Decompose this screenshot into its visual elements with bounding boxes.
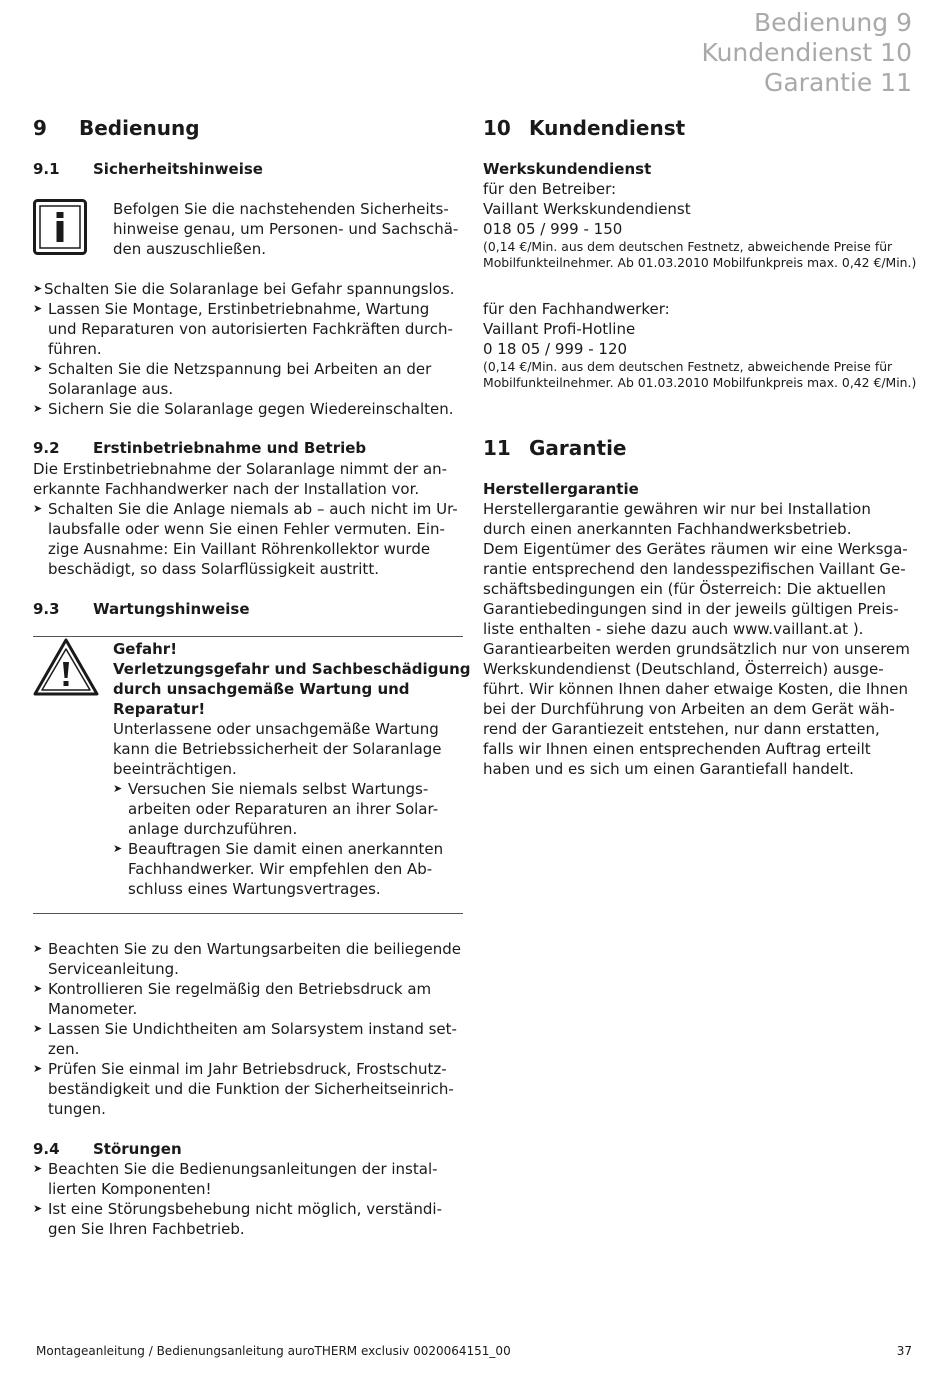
warning-triangle-icon <box>33 638 99 696</box>
bullet-text: Lassen Sie Montage, Erstinbetriebnahme, Wartung <box>48 300 430 318</box>
paragraph-line: Die Erstinbetriebnahme der Solaranlage nimmt der an- <box>33 460 448 478</box>
section-9-2-intro <box>33 459 447 499</box>
paragraph-line: Garantiearbeiten werden grundsätzlich nur von unserem <box>483 640 910 658</box>
arrow-bullet-icon: ➤ <box>33 302 43 315</box>
list-item <box>33 979 473 1019</box>
info-note <box>113 199 458 259</box>
section-number: 9.1 <box>33 160 60 178</box>
service-phone: 018 05 / 999 - 150 <box>483 220 623 238</box>
price-note: (0,14 €/Min. aus dem deutschen Festnetz, abweichende Preise für <box>483 359 893 374</box>
bullet-text: anlage durchzuführen. <box>128 820 298 838</box>
warning-top-rule <box>33 636 463 637</box>
warning-bottom-rule <box>33 913 463 914</box>
paragraph-line: führt. Wir können Ihnen daher etwaige Kosten, die Ihnen <box>483 680 909 698</box>
info-i-icon <box>33 199 87 255</box>
page-number: 37 <box>896 1344 912 1358</box>
bullet-text: tungen. <box>48 1100 106 1118</box>
running-head-line: Bedienung 9 <box>754 8 912 37</box>
warning-headline: Reparatur! <box>113 700 206 718</box>
arrow-bullet-icon: ➤ <box>33 1062 43 1075</box>
warning-text: kann die Betriebssicherheit der Solaranlage <box>113 740 442 758</box>
paragraph-line: bei der Durchführung von Arbeiten an dem Gerät wäh- <box>483 700 895 718</box>
bullet-text: Schalten Sie die Netzspannung bei Arbeiten an der <box>48 360 432 378</box>
list-item <box>113 839 471 899</box>
maintenance-bullets <box>33 939 473 1119</box>
price-note: Mobilfunkteilnehmer. Ab 01.03.2010 Mobilfunkpreis max. 0,42 €/Min.) <box>483 375 917 390</box>
bullet-text: Sichern Sie die Solaranlage gegen Wiedereinschalten. <box>48 400 454 418</box>
warning-text: beeinträchtigen. <box>113 760 237 778</box>
warranty-subtitle: Herstellergarantie <box>483 480 639 498</box>
bullet-text: lierten Komponenten! <box>48 1180 212 1198</box>
running-head <box>701 8 912 98</box>
paragraph-line: erkannte Fachhandwerker nach der Installation vor. <box>33 480 420 498</box>
bullet-text: beschädigt, so dass Solarflüssigkeit austritt. <box>48 560 379 578</box>
paragraph-line: Dem Eigentümer des Gerätes räumen wir eine Werksga- <box>483 540 908 558</box>
section-number: 9.4 <box>33 1140 60 1158</box>
info-line: hinweise genau, um Personen- und Sachschä- <box>113 220 459 238</box>
arrow-bullet-icon: ➤ <box>33 1162 43 1175</box>
section-9-3-heading <box>33 600 250 618</box>
section-number: 9 <box>33 116 47 140</box>
arrow-bullet-icon: ➤ <box>33 1202 43 1215</box>
section-11-heading <box>483 436 627 460</box>
warranty-block <box>483 479 910 779</box>
section-number: 9.2 <box>33 439 60 457</box>
list-item <box>33 939 473 979</box>
warning-text: Unterlassene oder unsachgemäße Wartung <box>113 720 439 738</box>
info-line: den auszuschließen. <box>113 240 267 258</box>
service-line: Vaillant Werkskundendienst <box>483 200 691 218</box>
section-9-heading <box>33 116 200 140</box>
section-10-heading <box>483 116 685 140</box>
bullet-text: Solaranlage aus. <box>48 380 174 398</box>
paragraph-line: falls wir Ihnen einen entsprechenden Auftrag erteilt <box>483 740 871 758</box>
running-head-line: Kundendienst 10 <box>701 38 912 67</box>
bullet-text: und Reparaturen von autorisierten Fachkräften durch- <box>48 320 453 338</box>
bullet-text: Schalten Sie die Anlage niemals ab – auch nicht im Ur- <box>48 500 458 518</box>
section-title: Garantie <box>529 436 627 460</box>
warning-headline: durch unsachgemäße Wartung und <box>113 680 410 698</box>
bullet-text: Kontrollieren Sie regelmäßig den Betriebsdruck am <box>48 980 432 998</box>
bullet-text: Beauftragen Sie damit einen anerkannten <box>128 840 444 858</box>
bullet-text: laubsfalle oder wenn Sie einen Fehler vermuten. Ein- <box>48 520 445 538</box>
paragraph-line: rend der Garantiezeit entstehen, nur dann erstatten, <box>483 720 880 738</box>
bullet-text: schluss eines Wartungsvertrages. <box>128 880 381 898</box>
paragraph-line: Garantiebedingungen sind in der jeweils gültigen Preis- <box>483 600 899 618</box>
bullet-text: Beachten Sie die Bedienungsanleitungen der instal- <box>48 1160 438 1178</box>
running-head-line: Garantie 11 <box>763 68 912 97</box>
warning-title: Gefahr! <box>113 640 178 658</box>
bullet-text: arbeiten oder Reparaturen an ihrer Solar- <box>128 800 439 818</box>
section-title: Erstinbetriebnahme und Betrieb <box>93 439 367 457</box>
bullet-text: Serviceanleitung. <box>48 960 179 978</box>
section-number: 9.3 <box>33 600 60 618</box>
service-block <box>483 159 916 271</box>
bullet-text: Ist eine Störungsbehebung nicht möglich, verständi- <box>48 1200 442 1218</box>
bullet-text: führen. <box>48 340 102 358</box>
arrow-bullet-icon: ➤ <box>33 282 43 295</box>
arrow-bullet-icon: ➤ <box>33 402 43 415</box>
paragraph-line: Herstellergarantie gewähren wir nur bei Installation <box>483 500 871 518</box>
arrow-bullet-icon: ➤ <box>33 982 43 995</box>
service-line: für den Betreiber: <box>483 180 617 198</box>
info-line: Befolgen Sie die nachstehenden Sicherheits- <box>113 200 449 218</box>
bullet-text: Fachhandwerker. Wir empfehlen den Ab- <box>128 860 433 878</box>
paragraph-line: rantie entsprechend den landesspezifischen Vaillant Ge- <box>483 560 906 578</box>
arrow-bullet-icon: ➤ <box>33 942 43 955</box>
list-item <box>33 1059 473 1119</box>
section-9-4-heading <box>33 1140 182 1158</box>
price-note: (0,14 €/Min. aus dem deutschen Festnetz, abweichende Preise für <box>483 239 893 254</box>
section-title: Kundendienst <box>529 116 686 140</box>
bullet-text: zen. <box>48 1040 80 1058</box>
arrow-bullet-icon: ➤ <box>113 842 123 855</box>
paragraph-line: liste enthalten - siehe dazu auch www.vaillant.at ). <box>483 620 864 638</box>
service-line: Vaillant Profi-Hotline <box>483 320 636 338</box>
bullet-text: Versuchen Sie niemals selbst Wartungs- <box>128 780 429 798</box>
bullet-text: gen Sie Ihren Fachbetrieb. <box>48 1220 245 1238</box>
arrow-bullet-icon: ➤ <box>33 362 43 375</box>
section-9-1-heading <box>33 160 263 178</box>
hotline-block <box>483 299 916 391</box>
service-phone: 0 18 05 / 999 - 120 <box>483 340 628 358</box>
bullet-text: Beachten Sie zu den Wartungsarbeiten die beiliegende <box>48 940 462 958</box>
service-subtitle: Werkskundendienst <box>483 160 652 178</box>
warning-headline: Verletzungsgefahr und Sachbeschädigung <box>113 660 471 678</box>
paragraph-line: Werkskundendienst (Deutschland, Österreich) ausge- <box>483 660 884 678</box>
footer-title: Montageanleitung / Bedienungsanleitung auroTHERM exclusiv 0020064151_00 <box>36 1344 511 1358</box>
section-title: Sicherheitshinweise <box>93 160 263 178</box>
section-number: 11 <box>483 436 511 460</box>
bullet-text: Lassen Sie Undichtheiten am Solarsystem instand set- <box>48 1020 457 1038</box>
section-title: Wartungshinweise <box>93 600 250 618</box>
list-item <box>33 1159 473 1199</box>
section-title: Bedienung <box>79 116 200 140</box>
bullet-text: Manometer. <box>48 1000 138 1018</box>
bullet-text: Schalten Sie die Solaranlage bei Gefahr spannungslos. <box>44 280 455 298</box>
section-title: Störungen <box>93 1140 182 1158</box>
arrow-bullet-icon: ➤ <box>113 782 123 795</box>
paragraph-line: haben und es sich um einen Garantiefall handelt. <box>483 760 854 778</box>
paragraph-line: schäftsbedingungen ein (für Österreich: Die aktuellen <box>483 580 886 598</box>
bullet-text: beständigkeit und die Funktion der Sicherheitseinrich- <box>48 1080 454 1098</box>
paragraph-line: durch einen anerkannten Fachhandwerksbetrieb. <box>483 520 852 538</box>
arrow-bullet-icon: ➤ <box>33 502 43 515</box>
fault-bullets <box>33 1159 473 1239</box>
section-9-2-heading <box>33 439 366 457</box>
list-item <box>33 1019 473 1059</box>
arrow-bullet-icon: ➤ <box>33 1022 43 1035</box>
list-item <box>113 779 471 839</box>
service-line: für den Fachhandwerker: <box>483 300 670 318</box>
list-item <box>33 1199 473 1239</box>
bullet-text: Prüfen Sie einmal im Jahr Betriebsdruck, Frostschutz- <box>48 1060 447 1078</box>
section-number: 10 <box>483 116 511 140</box>
bullet-text: zige Ausnahme: Ein Vaillant Röhrenkollektor wurde <box>48 540 431 558</box>
warning-box <box>113 639 471 899</box>
price-note: Mobilfunkteilnehmer. Ab 01.03.2010 Mobilfunkpreis max. 0,42 €/Min.) <box>483 255 917 270</box>
